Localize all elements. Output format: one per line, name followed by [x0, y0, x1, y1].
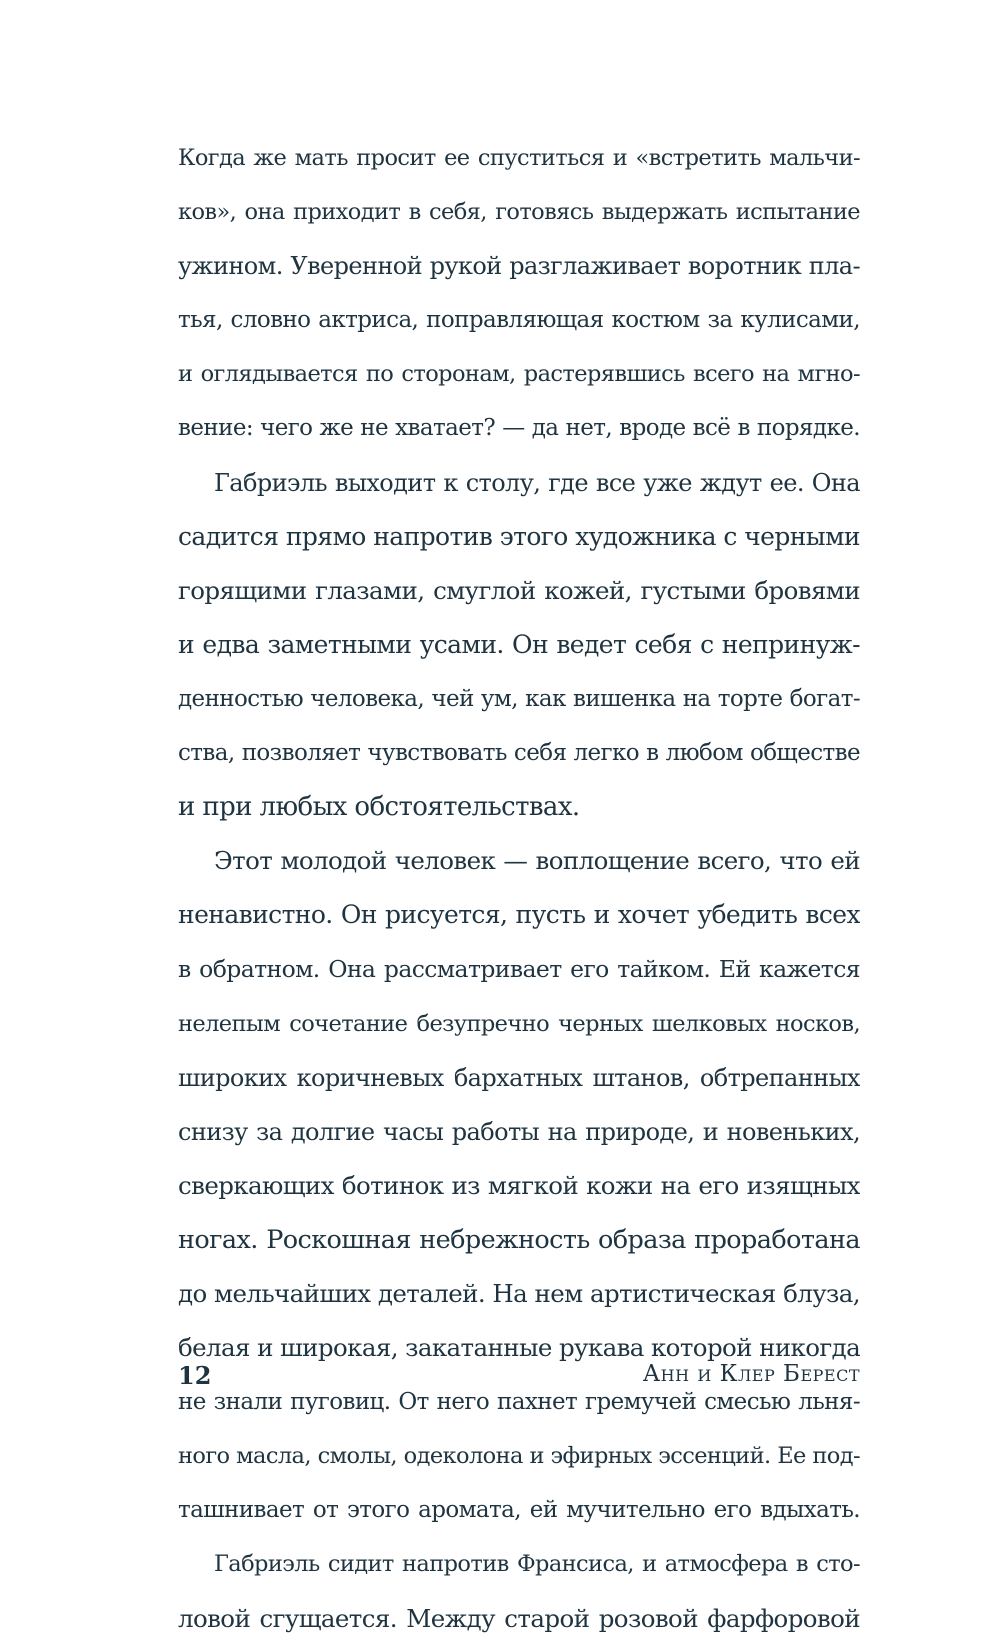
paragraph-4	[178, 1537, 860, 1645]
text-line: Габриэль сидит напротив Франсиса, и атмосфера в сто-	[214, 1551, 860, 1578]
text-line: ногах. Роскошная небрежность образа проработана	[178, 1224, 860, 1255]
text-line: и едва заметными усами. Он ведет себя с непринуж-	[178, 629, 860, 659]
text-line: ства, позволяет чувствовать себя легко в любом обществе	[178, 740, 860, 767]
page-number: 12	[178, 1361, 212, 1390]
text-line: Когда же мать просит ее спуститься и «встретить мальчи-	[178, 145, 860, 171]
text-line: сверкающих ботинок из мягкой кожи на его изящных	[178, 1170, 860, 1200]
text-line: нелепым сочетание безупречно черных шелковых носков,	[178, 1010, 860, 1037]
text-line: ужином. Уверенной рукой разглаживает воротник пла-	[178, 252, 860, 281]
text-line: снизу за долгие часы работы на природе, и новеньких,	[178, 1117, 860, 1146]
text-line: до мельчайших деталей. На нем артистическая блуза,	[178, 1278, 860, 1308]
text-line: в обратном. Она рассматривает его тайком. Ей кажется	[178, 955, 860, 984]
text-line: горящими глазами, смуглой кожей, густыми бровями	[178, 575, 860, 605]
text-line: ного масла, смолы, одеколона и эфирных эссенций. Ее под-	[178, 1443, 860, 1470]
text-line: ков», она приходит в себя, готовясь выдержать испытание	[178, 199, 860, 226]
text-line: тья, словно актриса, поправляющая костюм за кулисами,	[178, 307, 860, 334]
text-line: и при любых обстоятельствах.	[178, 792, 580, 823]
text-line: ташнивает от этого аромата, ей мучительно его вдыхать.	[178, 1497, 860, 1524]
text-line: денностью человека, чей ум, как вишенка на торте богат-	[178, 685, 860, 712]
paragraph-3	[178, 834, 860, 1537]
text-line: не знали пуговиц. От него пахнет гремучей смесью льня-	[178, 1389, 860, 1416]
text-line: ненавистно. Он рисуется, пусть и хочет убедить всех	[178, 900, 860, 930]
paragraph-2	[178, 456, 860, 835]
text-line: садится прямо напротив этого художника с черными	[178, 521, 860, 551]
page-footer	[178, 1361, 860, 1401]
text-line: и оглядывается по сторонам, растерявшись всего на мгно-	[178, 361, 860, 388]
body-text	[178, 131, 860, 1646]
paragraph-1	[178, 131, 860, 456]
text-line: Этот молодой человек — воплощение всего, что ей	[214, 846, 860, 876]
text-line: Габриэль выходит к столу, где все уже ждут ее. Она	[214, 468, 860, 497]
running-title: Анн и Клер Берест	[642, 1361, 860, 1387]
text-line: широких коричневых бархатных штанов, обтрепанных	[178, 1063, 860, 1092]
text-line: вение: чего же не хватает? — да нет, вроде всё в порядке.	[178, 415, 860, 442]
text-line: ловой сгущается. Между старой розовой фарфоровой	[178, 1603, 860, 1633]
text-line: белая и широкая, закатанные рукава которой никогда	[178, 1333, 860, 1363]
